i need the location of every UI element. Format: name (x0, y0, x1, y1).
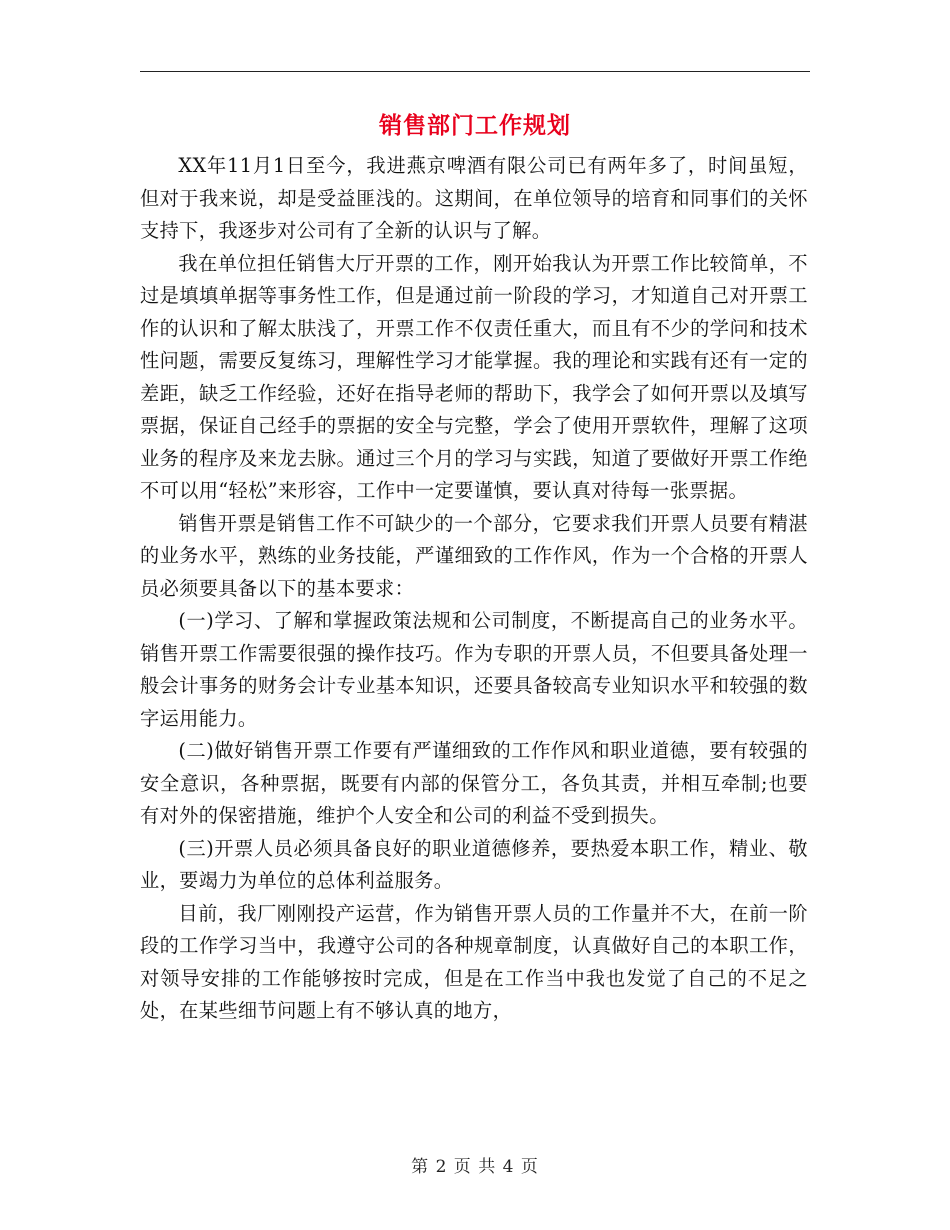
header-rule (140, 71, 810, 72)
paragraph-requirements: 销售开票是销售工作不可缺少的一个部分，它要求我们开票人员要有精湛的业务水平，熟练的业务技能，严谨细致的工作作风，作为一个合格的开票人员必须要具备以下的基本要求： (140, 511, 808, 600)
paragraph-requirement-3: (三)开票人员必须具备良好的职业道德修养，要热爱本职工作，精业、敬业，要竭力为单位的总体利益服务。 (140, 836, 808, 892)
document-title: 销售部门工作规划 (379, 113, 571, 139)
paragraph-requirement-1: (一)学习、了解和掌握政策法规和公司制度，不断提高自己的业务水平。销售开票工作需要很强的操作技巧。作为专职的开票人员，不但要具备处理一般会计事务的财务会计专业基本知识，还要具备较高专业知识水平和较强的数字运用能力。 (140, 609, 808, 730)
page-number-label: 第 2 页 共 4 页 (411, 1157, 539, 1177)
document-body (140, 150, 808, 1028)
page-footer (0, 1152, 950, 1177)
paragraph-job-experience: 我在单位担任销售大厅开票的工作，刚开始我认为开票工作比较简单，不过是填填单据等事务性工作，但是通过前一阶段的学习，才知道自己对开票工作的认识和了解太肤浅了，开票工作不仅责任重大，而且有不少的学问和技术性问题，需要反复练习，理解性学习才能掌握。我的理论和实践有还有一定的差距，缺乏工作经验，还好在指导老师的帮助下，我学会了如何开票以及填写票据，保证自己经手的票据的安全与完整，学会了使用开票软件，理解了这项业务的程序及来龙去脉。通过三个月的学习与实践，知道了要做好开票工作绝不可以用“轻松”来形容，工作中一定要谨慎，要认真对待每一张票据。 (140, 251, 808, 502)
paragraph-requirement-2: (二)做好销售开票工作要有严谨细致的工作作风和职业道德，要有较强的安全意识，各种票据，既要有内部的保管分工，各负其责，并相互牵制;也要有对外的保密措施，维护个人安全和公司的利益不受到损失。 (140, 739, 808, 827)
paragraph-current-status: 目前，我厂刚刚投产运营，作为销售开票人员的工作量并不大，在前一阶段的工作学习当中，我遵守公司的各种规章制度，认真做好自己的本职工作，对领导安排的工作能够按时完成，但是在工作当中我也发觉了自己的不足之处，在某些细节问题上有不够认真的地方， (140, 901, 808, 1022)
paragraph-intro: XX年11月1日至今，我进燕京啤酒有限公司已有两年多了，时间虽短，但对于我来说，却是受益匪浅的。这期间，在单位领导的培育和同事们的关怀支持下，我逐步对公司有了全新的认识与了解。 (140, 154, 808, 242)
